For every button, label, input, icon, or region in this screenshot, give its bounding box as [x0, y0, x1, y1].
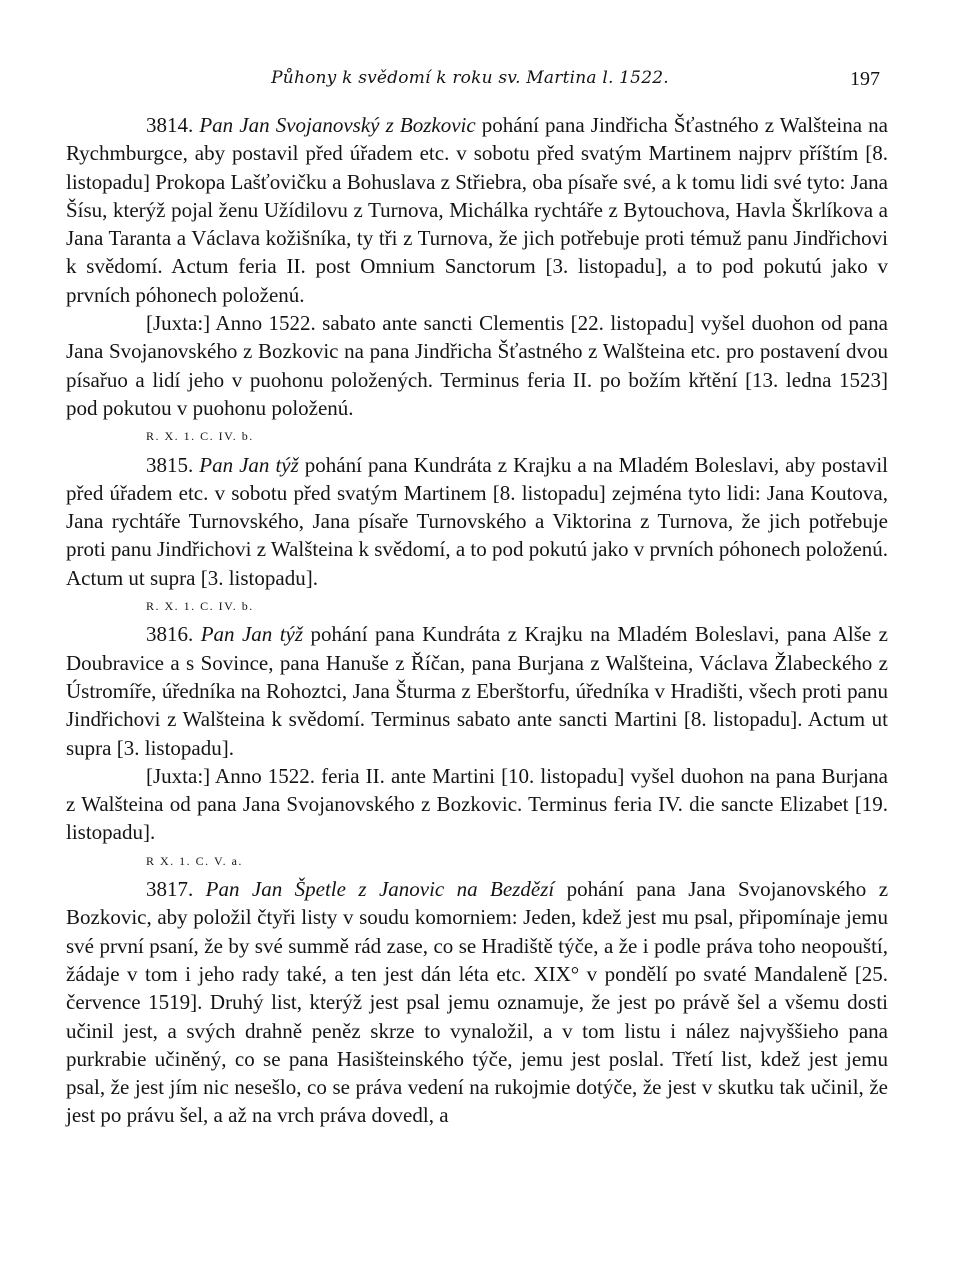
running-title: Půhony k svědomí k roku sv. Martina l. 1522. [271, 68, 669, 88]
entry-3816 [66, 620, 888, 761]
entry-number: 3816. [146, 622, 194, 647]
entry-text: pohání pana Jana Svojanovského z Bozkovic, aby položil čtyři listy v soudu komorniem: Jeden, kdež jest mu psal, připomínaje jemu své první psaní, že by své summě rád zase, co se Hradiště týče, a že i podle práva toho neopouští, žádaje v tom i jeho rady také, a ten jest dán léta etc. XIX° v pondělí po svaté Mandaleně [25. července 1519]. Druhý list, kterýž jest psal jemu oznamuje, že jest po právě šel a všemu dosti učinil jest, a svých drahně peněz skrze to vynaložil, a v tom listu i nález najvyššieho pana purkrabie učiněný, co se pana Hasišteinského týče, jemu jest poslal. Třetí list, kdež jest jemu psal, že jest jím nic nesešlo, co se práva vedení na rukojmie dotýče, že jest v skutku tak učinil, že jest po právu šel, a až na vrch práva dovedl, a [66, 877, 889, 1128]
entry-note: [Juxta:] Anno 1522. feria II. ante Martini [10. listopadu] vyšel duohon na pana Burjana z Walšteina od pana Jana Svojanovského z Bozkovic. Terminus feria IV. die sancte Elizabet [19. listopadu]. [66, 763, 888, 845]
archival-signature: R. X. 1. C. IV. b. [146, 429, 254, 444]
entry-number: 3815. [146, 452, 194, 477]
entry-number: 3817. [146, 877, 194, 902]
entry-party: Pan Jan týž [200, 622, 304, 647]
running-head [60, 68, 880, 96]
entry-note: [Juxta:] Anno 1522. sabato ante sancti Clementis [22. listopadu] vyšel duohon od pana Jana Svojanovského z Bozkovic na pana Jindřicha Šťastného z Walšteina etc. pro postavení dvou písařuo a lidí jeho v puohonu položených. Terminus feria II. po božím křtění [13. ledna 1523] pod pokutou v puohonu položenú. [66, 311, 888, 420]
entry-text: pohání pana Jindřicha Šťastného z Walšteina na Rychmburgce, aby postavil před úřadem etc. v sobotu před svatým Martinem najprv příštím [8. listopadu] Prokopa Lašťovičku a Bohuslava z Střiebra, oba písaře své, a k tomu lidi své tyto: Jana Šísu, kterýž pojal ženu Užídilovu z Turnova, Michálka rychtáře z Bytouchova, Havla Škrlíkova a Jana Taranta a Václava kožišníka, ty tři z Turnova, že jich potřebuje proti témuž panu Jindřichovi k svědomí. Actum feria II. post Omnium Sanctorum [3. listopadu], a to pod pokutú jako v prvních póhonech položenú. [66, 113, 888, 307]
archival-signature: R X. 1. C. V. a. [146, 853, 243, 868]
entry-text: pohání pana Kundráta z Krajku a na Mladém Boleslavi, aby postavil před úřadem etc. v sobotu před svatým Martinem [8. listopadu] zejména tyto lidi: Jana Koutova, Jana rychtáře Turnovského, Jana písaře Turnovského a Viktorina z Turnova, že jich potřebuje proti panu Jindřichovi z Walšteina k svědomí, a to pod pokutú jako v prvních póhonech položenú. Actum ut supra [3. listopadu]. [66, 452, 889, 590]
entry-3817 [66, 875, 888, 1130]
entry-number: 3814. [146, 113, 194, 137]
entry-party: Pan Jan týž [199, 452, 299, 477]
entry-3814 [66, 111, 888, 309]
entry-3815 [66, 451, 888, 592]
entry-party: Pan Jan Svojanovský z Bozkovic [199, 113, 476, 137]
archival-signature: R. X. 1. C. IV. b. [146, 599, 254, 614]
body-text [66, 111, 888, 1130]
page-number: 197 [850, 68, 880, 90]
entry-party: Pan Jan Špetle z Janovic na Bezdězí [205, 877, 555, 902]
entry-text: pohání pana Kundráta z Krajku na Mladém Boleslavi, pana Alše z Doubravice a s Sovince, pana Hanuše z Říčan, pana Burjana z Walšteina, Václava Žlabeckého z Ústromíře, úředníka na Rohoztci, Jana Šturma z Eberštorfu, úředníka v Hradišti, všech proti panu Jindřichovi z Walšteina k svědomí. Terminus sabato ante sancti Martini [8. listopadu]. Actum ut supra [3. listopadu]. [66, 622, 889, 760]
